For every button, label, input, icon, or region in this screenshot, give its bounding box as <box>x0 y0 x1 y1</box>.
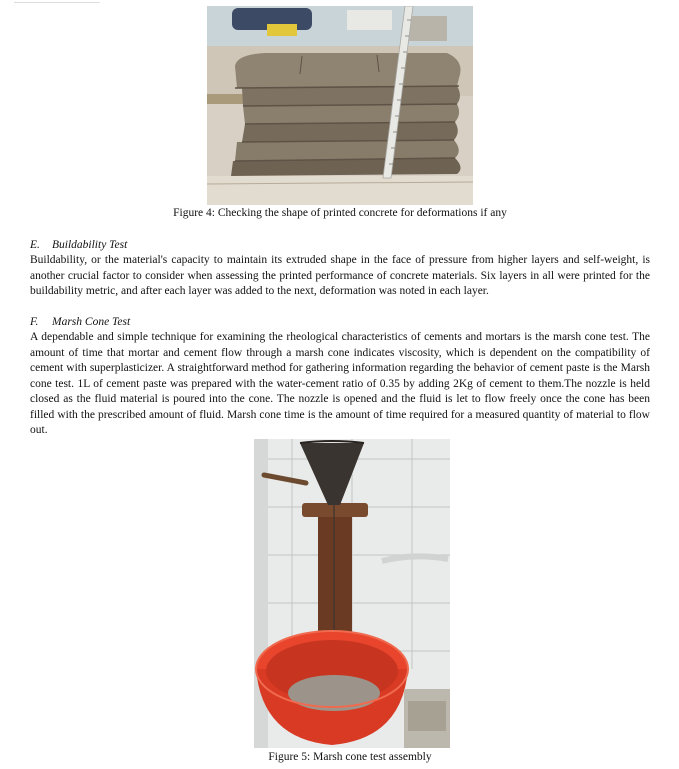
section-e-number: E. <box>30 239 40 251</box>
figure-5-caption: Figure 5: Marsh cone test assembly <box>268 751 432 763</box>
section-e-title: Buildability Test <box>52 239 128 251</box>
section-f-heading <box>30 316 130 329</box>
figure-4-photo <box>207 6 473 205</box>
section-f-title: Marsh Cone Test <box>52 316 131 328</box>
section-e-heading <box>30 239 127 252</box>
printed-concrete-image <box>207 6 473 205</box>
marsh-cone-image <box>254 439 450 748</box>
section-f-body: A dependable and simple technique for examining the rheological characteristics of cements and mortars is the marsh cone test. The amount of time that mortar and cement flow through a marsh cone indicates viscosity, which is dependent on the compatibility of cement with superplasticizer. A straightforward method for gathering information regarding the behavior of cement paste is the Marsh cone test. 1L of cement paste was prepared with the water-cement ratio of 0.35 by adding 2Kg of cement to them.The nozzle is held closed as the fluid material is poured into the cone. The nozzle is opened and the fluid is let to flow freely once the cone has been filled with the prescribed amount of fluid. Marsh cone time is the amount of time required for a measured quantity of material to flow out. <box>30 331 650 436</box>
figure-4-caption: Figure 4: Checking the shape of printed concrete for deformations if any <box>173 207 507 219</box>
section-f-number: F. <box>30 316 39 328</box>
figure-5-photo <box>254 439 450 748</box>
section-e-body: Buildability, or the material's capacity to maintain its extruded shape in the face of pressure from higher layers and self-weight, is another crucial factor to consider when assessing the printed performance of concrete materials. Six layers in all were printed for the buildability metric, and after each layer was added to the next, deformation was noted in each layer. <box>30 254 650 297</box>
header-rule <box>14 0 100 3</box>
